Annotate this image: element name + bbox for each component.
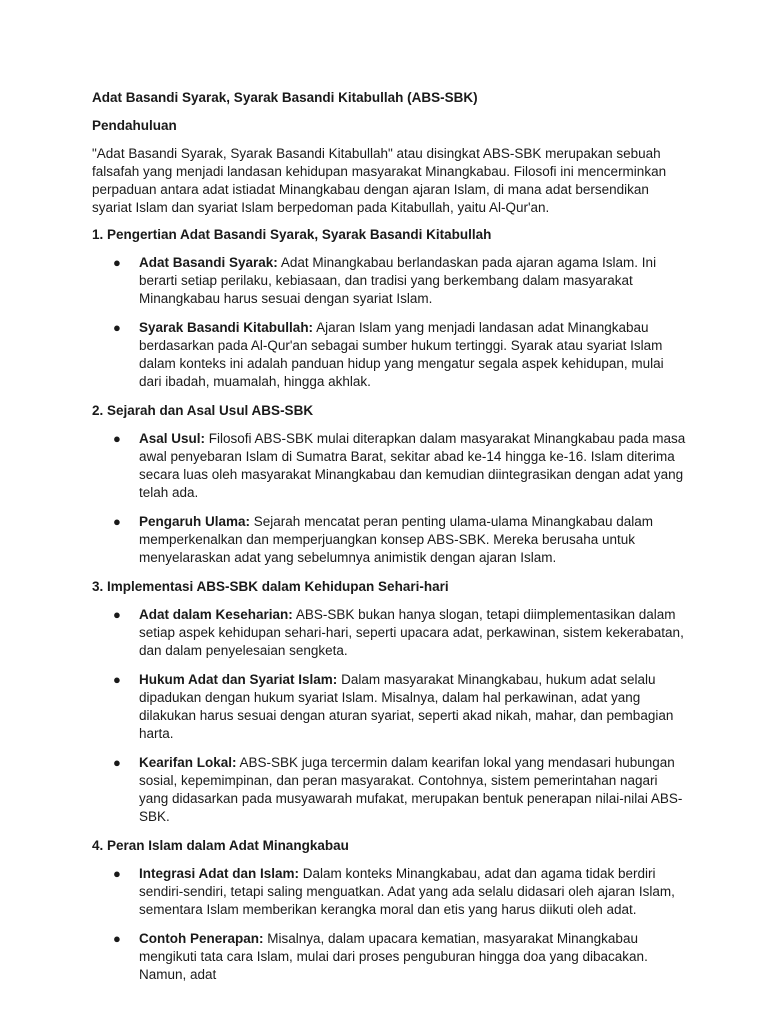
item-text: Dalam konteks Minangkabau, adat dan agama tidak berdiri sendiri-sendiri, tetapi saling menguatkan. Adat yang ada selalu didasari oleh ajaran Islam, sementara Islam memberikan kerangka moral dan etis yang harus diikuti oleh adat.: [139, 866, 675, 917]
bullet-list: [92, 254, 688, 391]
list-item: [92, 671, 688, 743]
item-term: Adat dalam Keseharian:: [139, 607, 293, 622]
list-item: [92, 513, 688, 567]
section-heading: 2. Sejarah dan Asal Usul ABS-SBK: [92, 403, 314, 418]
bullet-icon: ●: [113, 866, 121, 881]
list-item: [92, 430, 688, 502]
bullet-list: [92, 430, 688, 567]
document-body: [92, 89, 688, 995]
item-term: Asal Usul:: [139, 431, 206, 446]
bullet-icon: ●: [113, 255, 121, 270]
item-text: Sejarah mencatat peran penting ulama-ulama Minangkabau dalam memperkenalkan dan memperjuangkan konsep ABS-SBK. Mereka berusaha untuk menyelaraskan adat yang sebelumnya animistik dengan ajaran Islam.: [139, 514, 654, 565]
list-item: [92, 319, 688, 391]
list-item: [92, 930, 688, 984]
intro-paragraph: "Adat Basandi Syarak, Syarak Basandi Kitabullah" atau disingkat ABS-SBK merupakan sebuah falsafah yang menjadi landasan kehidupan masyarakat Minangkabau. Filosofi ini mencerminkan perpaduan antara adat istiadat Minangkabau dengan ajaran Islam, di mana adat bersendikan syariat Islam dan syariat Islam berpedoman pada Kitabullah, yaitu Al-Qur'an.: [92, 146, 667, 215]
bullet-icon: ●: [113, 431, 121, 446]
item-text: Dalam masyarakat Minangkabau, hukum adat selalu dipadukan dengan hukum syariat Islam. Misalnya, dalam hal perkawinan, adat yang dilakukan harus sesuai dengan aturan syariat, seperti akad nikah, mahar, dan pembagian harta.: [139, 672, 674, 741]
bullet-list: [92, 865, 688, 984]
item-term: Adat Basandi Syarak:: [139, 255, 278, 270]
bullet-icon: ●: [113, 607, 121, 622]
list-item: [92, 865, 688, 919]
item-text: Adat Minangkabau berlandaskan pada ajaran agama Islam. Ini berarti setiap perilaku, kebiasaan, dan tradisi yang berkembang dalam masyarakat Minangkabau harus sesuai dengan syariat Islam.: [139, 255, 657, 306]
item-term: Integrasi Adat dan Islam:: [139, 866, 300, 881]
section-heading: 4. Peran Islam dalam Adat Minangkabau: [92, 838, 349, 853]
item-text: ABS-SBK juga tercermin dalam kearifan lokal yang mendasari hubungan sosial, kepemimpinan, dan peran masyarakat. Contohnya, sistem pemerintahan nagari yang didasarkan pada musyawarah mufakat, merupakan bentuk penerapan nilai-nilai ABS-SBK.: [139, 755, 683, 824]
item-text: Misalnya, dalam upacara kematian, masyarakat Minangkabau mengikuti tata cara Islam, mulai dari proses penguburan hingga doa yang dibacakan. Namun, adat: [139, 931, 648, 982]
section-heading: 1. Pengertian Adat Basandi Syarak, Syarak Basandi Kitabullah: [92, 227, 492, 242]
bullet-icon: ●: [113, 514, 121, 529]
item-term: Contoh Penerapan:: [139, 931, 264, 946]
document-title: Adat Basandi Syarak, Syarak Basandi Kitabullah (ABS-SBK): [92, 90, 478, 105]
intro-heading: Pendahuluan: [92, 118, 177, 133]
bullet-icon: ●: [113, 672, 121, 687]
list-item: [92, 606, 688, 660]
item-term: Pengaruh Ulama:: [139, 514, 251, 529]
bullet-icon: ●: [113, 320, 121, 335]
item-term: Hukum Adat dan Syariat Islam:: [139, 672, 338, 687]
list-item: [92, 754, 688, 826]
section-heading: 3. Implementasi ABS-SBK dalam Kehidupan Sehari-hari: [92, 579, 449, 594]
item-term: Kearifan Lokal:: [139, 755, 237, 770]
bullet-icon: ●: [113, 755, 121, 770]
bullet-list: [92, 606, 688, 826]
bullet-icon: ●: [113, 931, 121, 946]
item-text: Filosofi ABS-SBK mulai diterapkan dalam masyarakat Minangkabau pada masa awal penyebaran Islam di Sumatra Barat, sekitar abad ke-14 hingga ke-16. Islam diterima secara luas oleh masyarakat Minangkabau dan kemudian diintegrasikan dengan adat yang telah ada.: [139, 431, 686, 500]
item-text: Ajaran Islam yang menjadi landasan adat Minangkabau berdasarkan pada Al-Qur'an sebagai sumber hukum tertinggi. Syarak atau syariat Islam dalam konteks ini adalah panduan hidup yang mengatur segala aspek kehidupan, mulai dari ibadah, muamalah, hingga akhlak.: [139, 320, 664, 389]
list-item: [92, 254, 688, 308]
item-text: ABS-SBK bukan hanya slogan, tetapi diimplementasikan dalam setiap aspek kehidupan sehari-hari, seperti upacara adat, perkawinan, sistem kekerabatan, dan dalam penyelesaian sengketa.: [139, 607, 684, 658]
item-term: Syarak Basandi Kitabullah:: [139, 320, 314, 335]
